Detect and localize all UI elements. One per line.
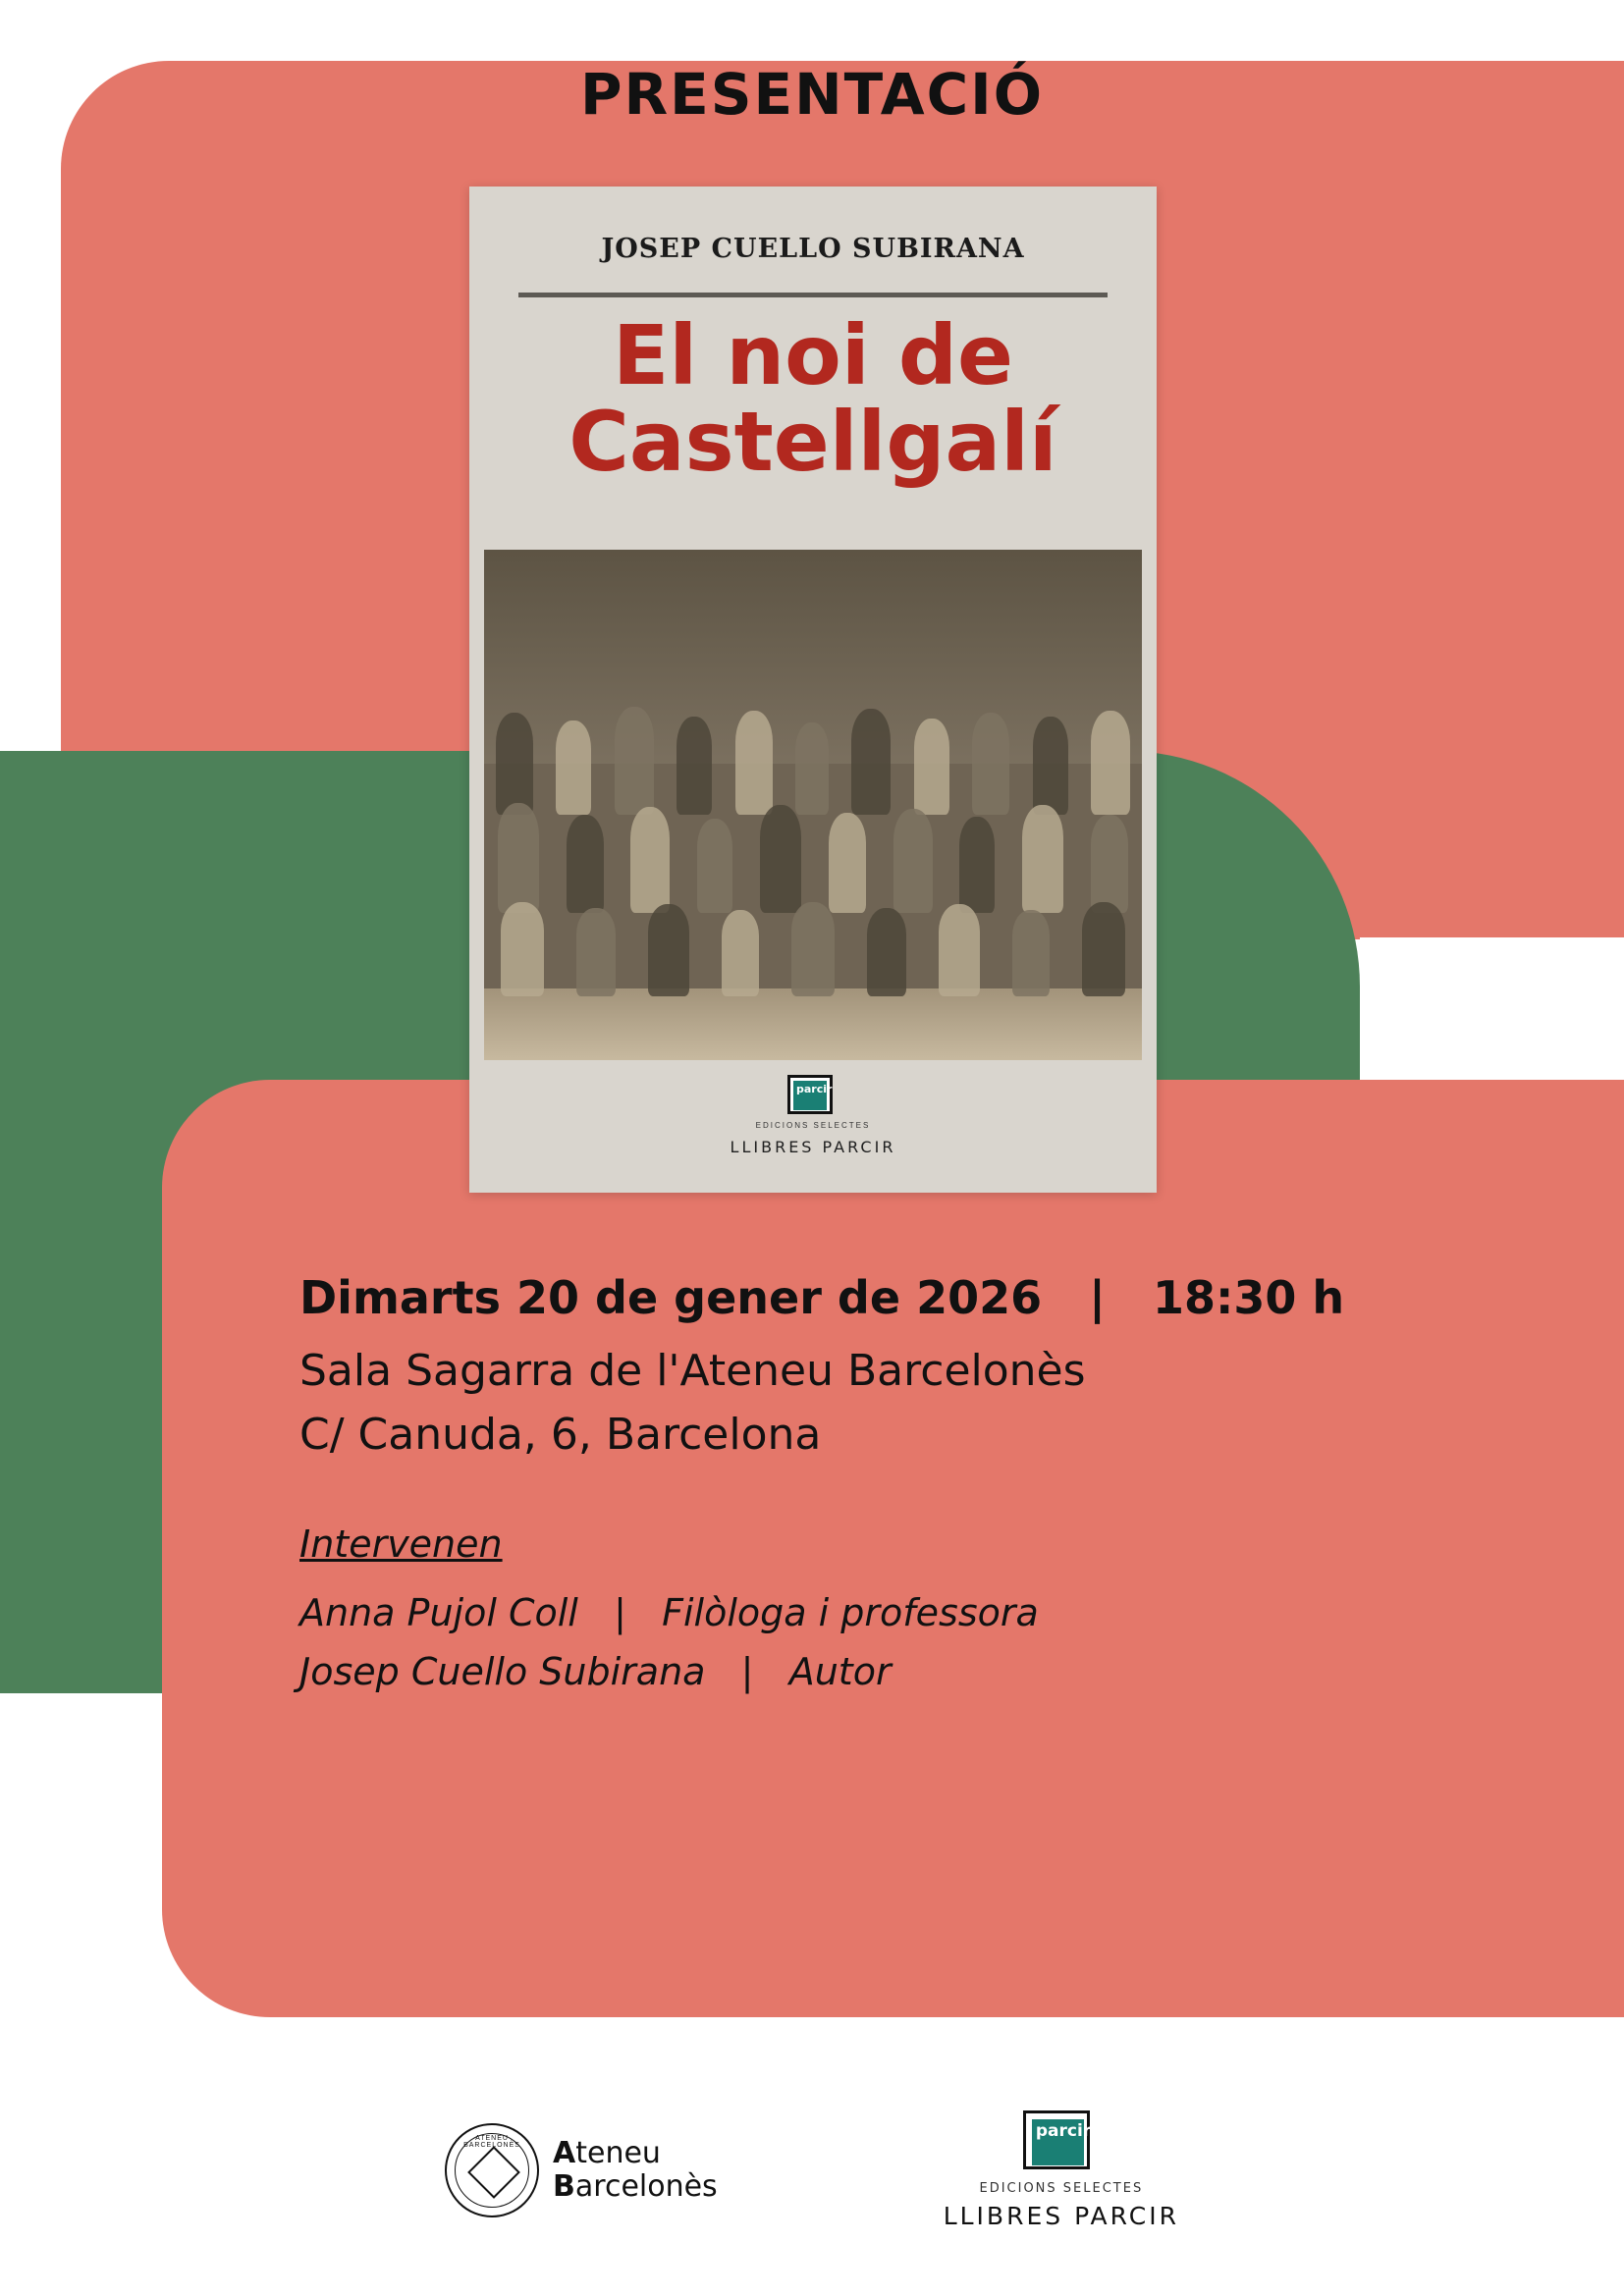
speaker-item: Josep Cuello Subirana | Autor: [299, 1650, 892, 1693]
book-cover-editorial-line: EDICIONS SELECTES: [755, 1121, 871, 1130]
parcir-logo-text: parcir: [796, 1083, 833, 1095]
book-cover-publisher-name: LLIBRES PARCIR: [730, 1138, 896, 1156]
parcir-logo-text: parcir: [1035, 2121, 1092, 2141]
event-datetime: Dimarts 20 de gener de 2026 | 18:30 h: [299, 1271, 1345, 1324]
ateneu-wordmark-line2: Barcelonès: [553, 2169, 718, 2204]
book-cover-author: JOSEP CUELLO SUBIRANA: [601, 234, 1025, 264]
parcir-logo-icon: [787, 1075, 839, 1114]
parcir-logo-icon: [1023, 2110, 1100, 2171]
speakers-block: [299, 1522, 1429, 1693]
event-venue: Sala Sagarra de l'Ateneu Barcelonès: [299, 1346, 1086, 1396]
event-address: C/ Canuda, 6, Barcelona: [299, 1410, 822, 1460]
book-cover-publisher-logo: [469, 1075, 1157, 1156]
photo-ground: [484, 988, 1142, 1060]
llibres-parcir-logo: [944, 2110, 1179, 2230]
book-cover-photograph: [484, 550, 1142, 1060]
ateneu-barcelones-logo: [445, 2123, 718, 2217]
ateneu-wordmark-line1: Ateneu: [553, 2136, 661, 2171]
footer-logos: [0, 2110, 1624, 2230]
ateneu-wordmark: [553, 2137, 718, 2203]
ateneu-seal-icon: [445, 2123, 539, 2217]
speakers-heading: Intervenen: [299, 1522, 503, 1566]
background-shape-white-notch: [1360, 937, 1624, 1085]
book-cover-title-line1: El noi de: [612, 307, 1014, 403]
book-cover-rule: [518, 293, 1108, 297]
parcir-name: LLIBRES PARCIR: [943, 2202, 1179, 2230]
speaker-item: Anna Pujol Coll | Filòloga i professora: [299, 1591, 1039, 1634]
event-info-block: [299, 1271, 1429, 1709]
page-title: PRESENTACIÓ: [579, 61, 1045, 128]
ateneu-seal-text: ATENEU BARCELONÈS: [463, 2135, 520, 2149]
book-cover: [469, 187, 1157, 1193]
book-cover-title-line2: Castellgalí: [568, 394, 1057, 491]
book-cover-title: [469, 307, 1157, 491]
parcir-tagline: EDICIONS SELECTES: [979, 2181, 1144, 2196]
photo-figure-row-front: [484, 888, 1142, 996]
